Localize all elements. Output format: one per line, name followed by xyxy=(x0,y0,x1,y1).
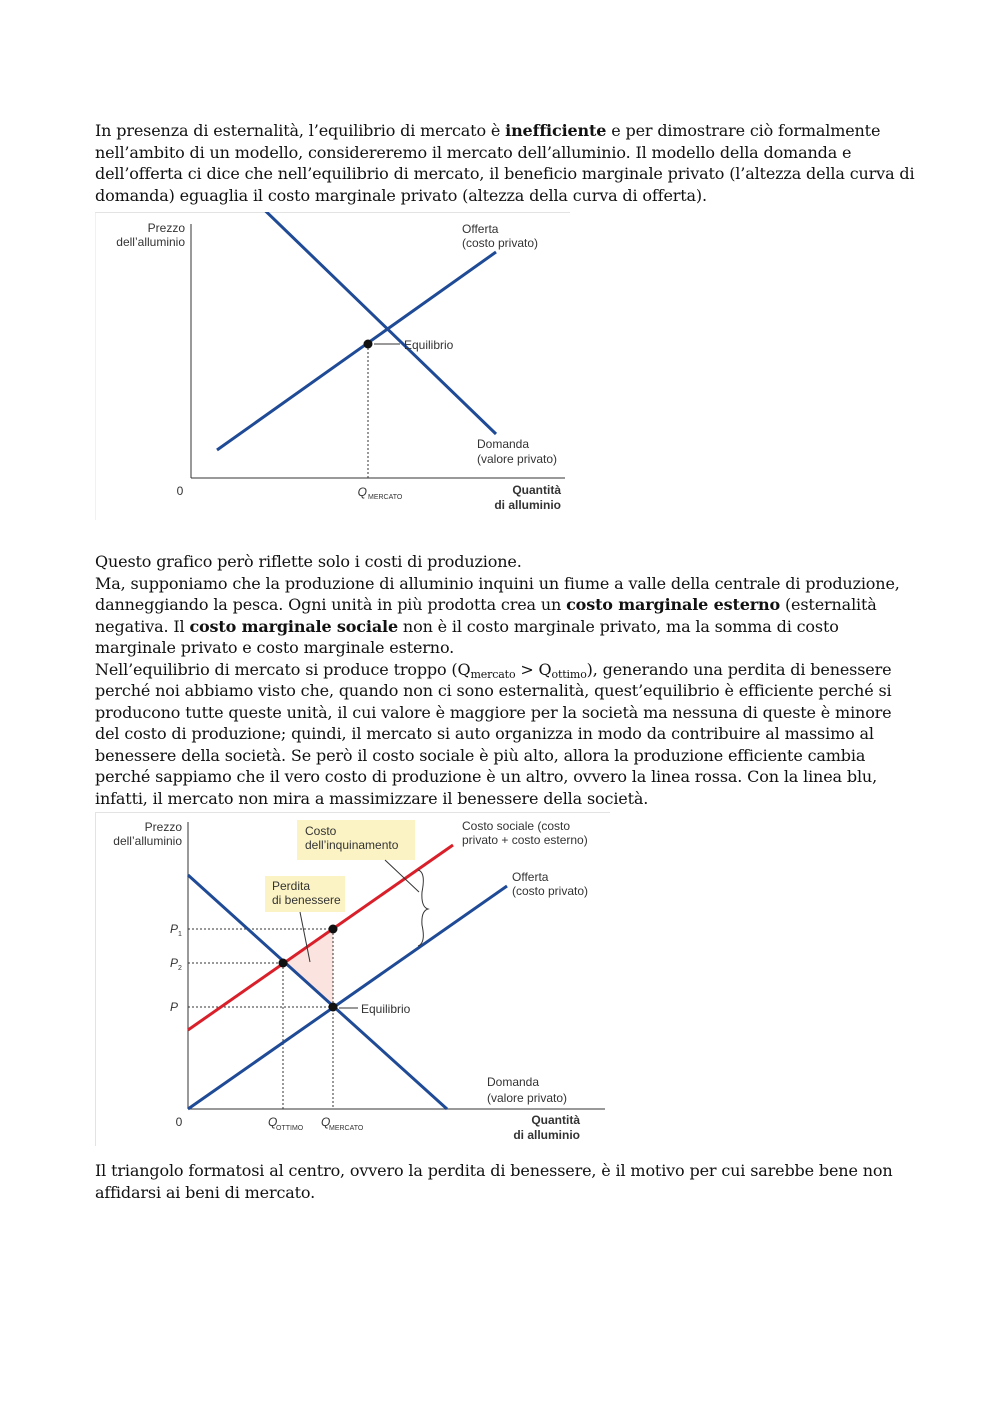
supply-label-line1: Offerta xyxy=(462,222,499,236)
demand-label-line2: (valore privato) xyxy=(477,452,558,466)
p-label: P xyxy=(170,1000,179,1014)
origin-label: 0 xyxy=(175,1115,183,1129)
x-axis-label-line2: di alluminio xyxy=(494,498,561,512)
equilibrium-point xyxy=(364,340,373,349)
social-cost-label-line1: Costo sociale (costo xyxy=(462,819,571,833)
body-text-1: Ma, supponiamo che la produzione di alluminio inquini un fiume a valle della centrale di produzione, danneggiando la pesca. Ogni unità in più prodotta crea un xyxy=(95,573,900,614)
p1-subscript: 1 xyxy=(178,931,182,938)
q-market-label: Q xyxy=(357,485,367,499)
q-market-label: Q xyxy=(321,1115,331,1129)
x-axis-label-line1: Quantità xyxy=(512,483,561,497)
point-p2 xyxy=(279,959,288,968)
demand-curve xyxy=(217,212,496,434)
supply-label-line2: (costo privato) xyxy=(462,236,539,250)
y-axis-label-line2: dell’alluminio xyxy=(113,834,182,848)
equilibrium-label: Equilibrio xyxy=(404,338,454,352)
pollution-cost-label-line1: Costo xyxy=(305,824,337,838)
welfare-loss-label-line2: di benessere xyxy=(272,893,341,907)
subscript-mercato: mercato xyxy=(470,667,516,681)
equilibrium-label: Equilibrio xyxy=(361,1002,411,1016)
bold-external-cost: costo marginale esterno xyxy=(566,595,781,614)
q-opt-label: Q xyxy=(268,1115,278,1129)
demand-label-line1: Domanda xyxy=(487,1075,540,1089)
body-text-2: (esternalità negativa. Il xyxy=(95,595,877,636)
p2-subscript: 2 xyxy=(178,965,182,972)
x-axis-label-line2: di alluminio xyxy=(513,1128,580,1142)
figure-social-cost xyxy=(95,812,610,1146)
intro-bold-inefficient: inefficiente xyxy=(505,121,607,140)
x-axis-label-line1: Quantità xyxy=(531,1113,580,1127)
bold-social-cost: costo marginale sociale xyxy=(189,616,398,636)
welfare-loss-label-line1: Perdita xyxy=(272,879,311,893)
point-p1 xyxy=(329,925,338,934)
q-market-subscript: MERCATO xyxy=(368,494,403,501)
equilibrium-point xyxy=(329,1003,338,1012)
q-market-subscript: MERCATO xyxy=(329,1125,364,1132)
intro-text-2: e per dimostrare ciò formalmente nell’ambito di un modello, considereremo il mercato dell’alluminio. Il modello della domanda e dell’offerta ci dice che nell’equilibrio di mercato, il beneficio marginale privato (l’altezza della curva di domanda) eguaglia il costo marginale privato (altezza della curva di offerta). xyxy=(95,121,915,205)
social-cost-curve xyxy=(188,845,453,1030)
pollution-cost-brace xyxy=(418,870,428,946)
social-cost-label-line2: privato + costo esterno) xyxy=(462,833,588,847)
subscript-ottimo: ottimo xyxy=(551,667,587,681)
intro-text-1: In presenza di esternalità, l’equilibrio di mercato è xyxy=(95,121,506,140)
body-text-5: > Q xyxy=(515,659,552,679)
p1-label: P xyxy=(170,922,179,936)
body-paragraph xyxy=(95,551,915,809)
supply-curve xyxy=(217,252,496,450)
y-axis-label-line1: Prezzo xyxy=(147,221,185,235)
y-axis-label-line2: dell’alluminio xyxy=(116,235,185,249)
body-line-1: Questo grafico però riflette solo i costi di produzione. xyxy=(95,552,522,571)
intro-paragraph xyxy=(95,120,915,206)
demand-label-line2: (valore privato) xyxy=(487,1091,568,1105)
q-opt-subscript: OTTIMO xyxy=(276,1125,304,1132)
p2-label: P xyxy=(170,956,179,970)
closing-text: Il triangolo formatosi al centro, ovvero la perdita di benessere, è il motivo per cui sarebbe bene non affidarsi ai beni di mercato. xyxy=(95,1161,893,1202)
body-text-3: non è il costo marginale privato, ma la somma di costo marginale privato e costo marginale esterno. xyxy=(95,616,839,657)
supply-label-line2: (costo privato) xyxy=(512,884,589,898)
origin-label: 0 xyxy=(176,484,184,498)
demand-label-line1: Domanda xyxy=(477,437,530,451)
pollution-cost-label-line2: dell’inquinamento xyxy=(305,838,399,852)
body-text-6: ), generando una perdita di benessere perché noi abbiamo visto che, quando non ci sono esternalità, quest’equilibrio è efficiente perché si producono tutte queste unità, il cui valore è maggiore per la società ma nessuna di queste è minore del costo di produzione; quindi, il mercato si auto organizza in modo da contribuire al massimo al benessere della società. Se però il costo sociale è più alto, allora la produzione efficiente cambia perché sappiamo che il vero costo di produzione è un altro, ovvero la linea rossa. Con la linea blu, infatti, il mercato non mira a massimizzare il benessere della società. xyxy=(95,659,892,808)
figure-market-equilibrium xyxy=(95,212,570,520)
body-text-4: Nell’equilibrio di mercato si produce troppo (Q xyxy=(95,659,471,679)
y-axis-label-line1: Prezzo xyxy=(144,820,182,834)
supply-label-line1: Offerta xyxy=(512,870,549,884)
closing-paragraph xyxy=(95,1160,915,1203)
